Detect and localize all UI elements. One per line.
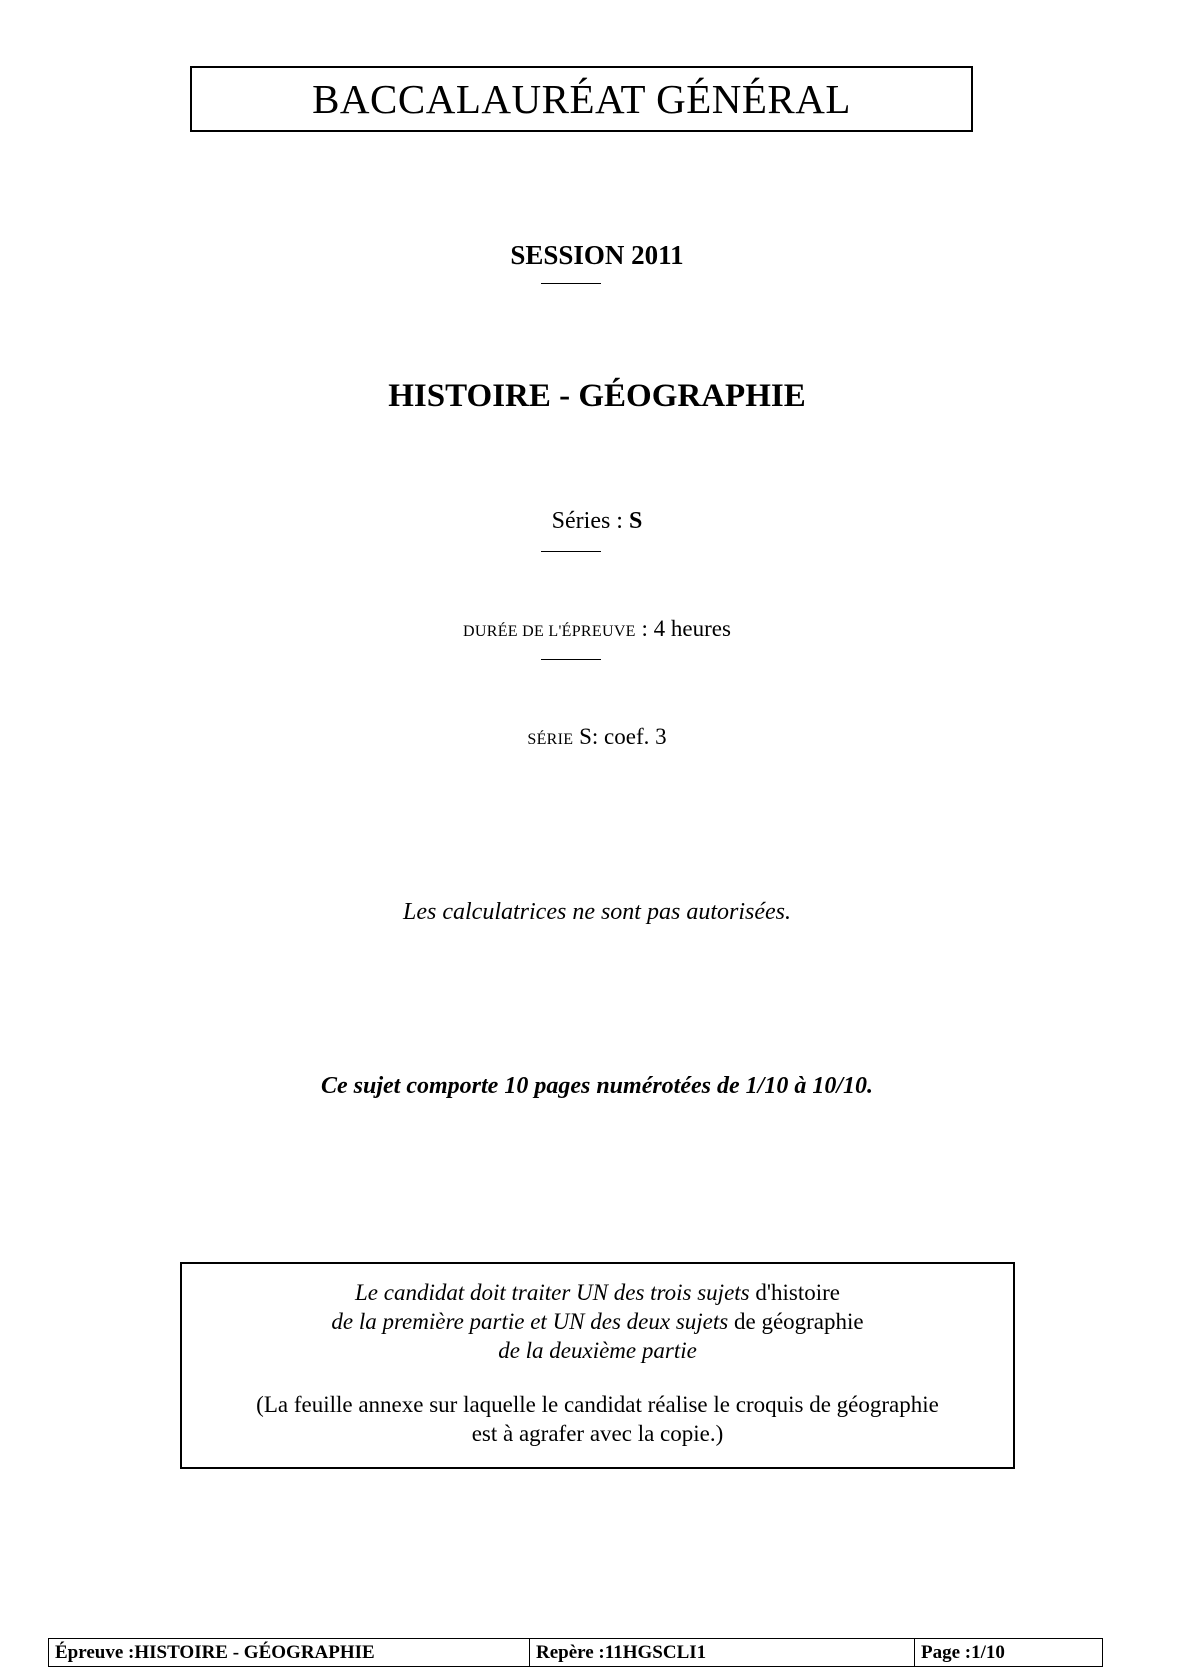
instructions-line-1-normal: d'histoire xyxy=(749,1280,841,1305)
page-footer xyxy=(48,1638,1103,1667)
footer-epreuve-label: Épreuve : xyxy=(55,1641,135,1663)
instructions-line-2-italic: de la première partie et UN des deux sujets xyxy=(331,1309,729,1334)
instructions-line-2-normal: de géographie xyxy=(728,1309,864,1334)
footer-repere-label: Repère : xyxy=(536,1641,605,1663)
divider-session xyxy=(541,283,601,284)
series-value: S xyxy=(628,508,643,534)
annex-note-line-2: est à agrafer avec la copie.) xyxy=(471,1421,724,1446)
footer-epreuve xyxy=(49,1639,529,1666)
footer-epreuve-value: HISTOIRE - GÉOGRAPHIE xyxy=(134,1641,375,1663)
coefficient-line xyxy=(0,724,1194,750)
session-year: SESSION 2011 xyxy=(510,240,684,270)
duration-line xyxy=(0,616,1194,642)
footer-page-value: 1/10 xyxy=(971,1641,1005,1663)
footer-repere xyxy=(529,1639,914,1666)
instructions-box xyxy=(180,1262,1015,1469)
duration-value: 4 heures xyxy=(653,616,731,641)
instructions-line-1-italic: Le candidat doit traiter UN des trois sujets xyxy=(354,1280,750,1305)
series-label: Séries : xyxy=(551,508,629,534)
series-line xyxy=(0,508,1194,535)
duration-separator: : xyxy=(635,616,654,641)
footer-repere-value: 11HGSCLI1 xyxy=(604,1641,707,1663)
annex-note-line-1: (La feuille annexe sur laquelle le candidat réalise le croquis de géographie xyxy=(256,1392,939,1417)
instructions-line-1 xyxy=(182,1278,1013,1307)
calculators-note: Les calculatrices ne sont pas autorisées. xyxy=(403,899,791,925)
coefficient-label: SÉRIE xyxy=(527,731,574,748)
divider-series xyxy=(541,551,601,552)
exam-title: BACCALAURÉAT GÉNÉRAL xyxy=(312,76,851,122)
pages-note: Ce sujet comporte 10 pages numérotées de 1/10 à 10/10. xyxy=(321,1073,873,1099)
duration-label: DURÉE DE L'ÉPREUVE xyxy=(463,623,636,640)
footer-page xyxy=(914,1639,1102,1666)
exam-title-box xyxy=(190,66,973,132)
coefficient-value: S: coef. 3 xyxy=(573,724,667,749)
instructions-line-3: de la deuxième partie xyxy=(498,1338,697,1363)
divider-duration xyxy=(541,659,601,660)
footer-page-label: Page : xyxy=(921,1641,972,1663)
subject-title: HISTOIRE - GÉOGRAPHIE xyxy=(388,378,806,414)
instructions-line-2 xyxy=(182,1307,1013,1336)
